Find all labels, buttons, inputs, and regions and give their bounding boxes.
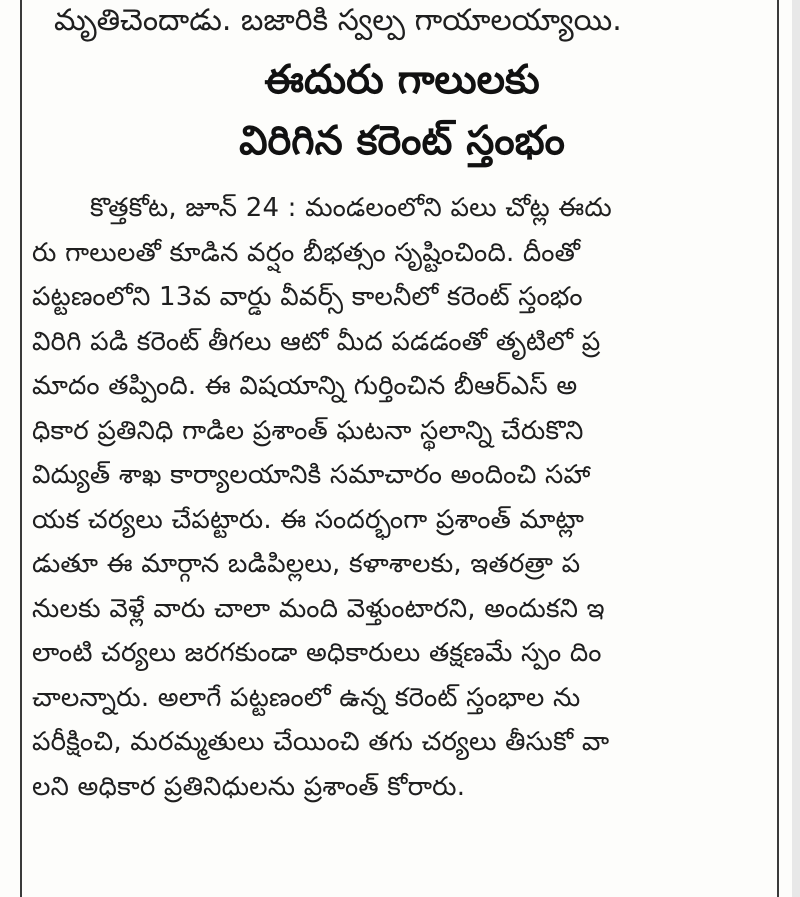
- body-line: లాంటి చర్యలు జరగకుండా అధికారులు తక్షణమే స్పం దిం: [32, 638, 602, 668]
- body-line: నులకు వెళ్లే వారు చాలా మంది వెళ్తుంటారని, అందుకని ఇ: [32, 593, 605, 624]
- body-line: విరిగి పడి కరెంట్ తీగలు ఆటో మీద పడడంతో తృటిలో ప్ర: [32, 326, 601, 357]
- column-rule-left: [20, 0, 22, 897]
- body-line: కొత్తకోట, జూన్ 24 : మండలంలోని పలు చోట్ల ఈదు: [90, 193, 612, 223]
- previous-article-tail: మృతిచెందాడు. బజారికి స్వల్ప గాయాలయ్యాయి.: [54, 3, 622, 38]
- news-article: [32, 0, 772, 809]
- body-line: పట్టణంలోని 13వ వార్డు వీవర్స్ కాలనీలో కరెంట్ స్తంభం: [32, 282, 583, 312]
- body-line: రు గాలులతో కూడిన వర్షం బీభత్సం సృష్టించింది. దీంతో: [32, 237, 581, 268]
- headline-line-2: విరిగిన కరెంట్ స్తంభం: [239, 118, 565, 164]
- body-line: పరీక్షించి, మరమ్మతులు చేయించి తగు చర్యలు తీసుకో వా: [32, 727, 610, 757]
- headline-line-1: ఈదురు గాలులకు: [264, 57, 540, 103]
- body-line: చాలన్నారు. అలాగే పట్టణంలో ఉన్న కరెంట్ స్తంభాల ను: [32, 682, 581, 713]
- body-line: లని అధికార ప్రతినిధులను ప్రశాంత్ కోరారు.: [32, 771, 466, 802]
- page-edge: [792, 0, 800, 897]
- article-body: [32, 186, 772, 809]
- column-rule-right: [777, 0, 779, 897]
- body-line: యక చర్యలు చేపట్టారు. ఈ సందర్భంగా ప్రశాంత్ మాట్లా: [32, 504, 585, 535]
- body-line: విద్యుత్ శాఖ కార్యాలయానికి సమాచారం అందించి సహా: [32, 460, 591, 490]
- body-line: మాదం తప్పింది. ఈ విషయాన్ని గుర్తించిన బీఆర్ఎస్ అ: [32, 371, 578, 401]
- body-line: ధికార ప్రతినిధి గాడిల ప్రశాంత్ ఘటనా స్థలాన్ని చేరుకొని: [32, 415, 584, 446]
- body-line: డుతూ ఈ మార్గాన బడిపిల్లలు, కళాశాలకు, ఇతరత్రా ప: [32, 549, 581, 579]
